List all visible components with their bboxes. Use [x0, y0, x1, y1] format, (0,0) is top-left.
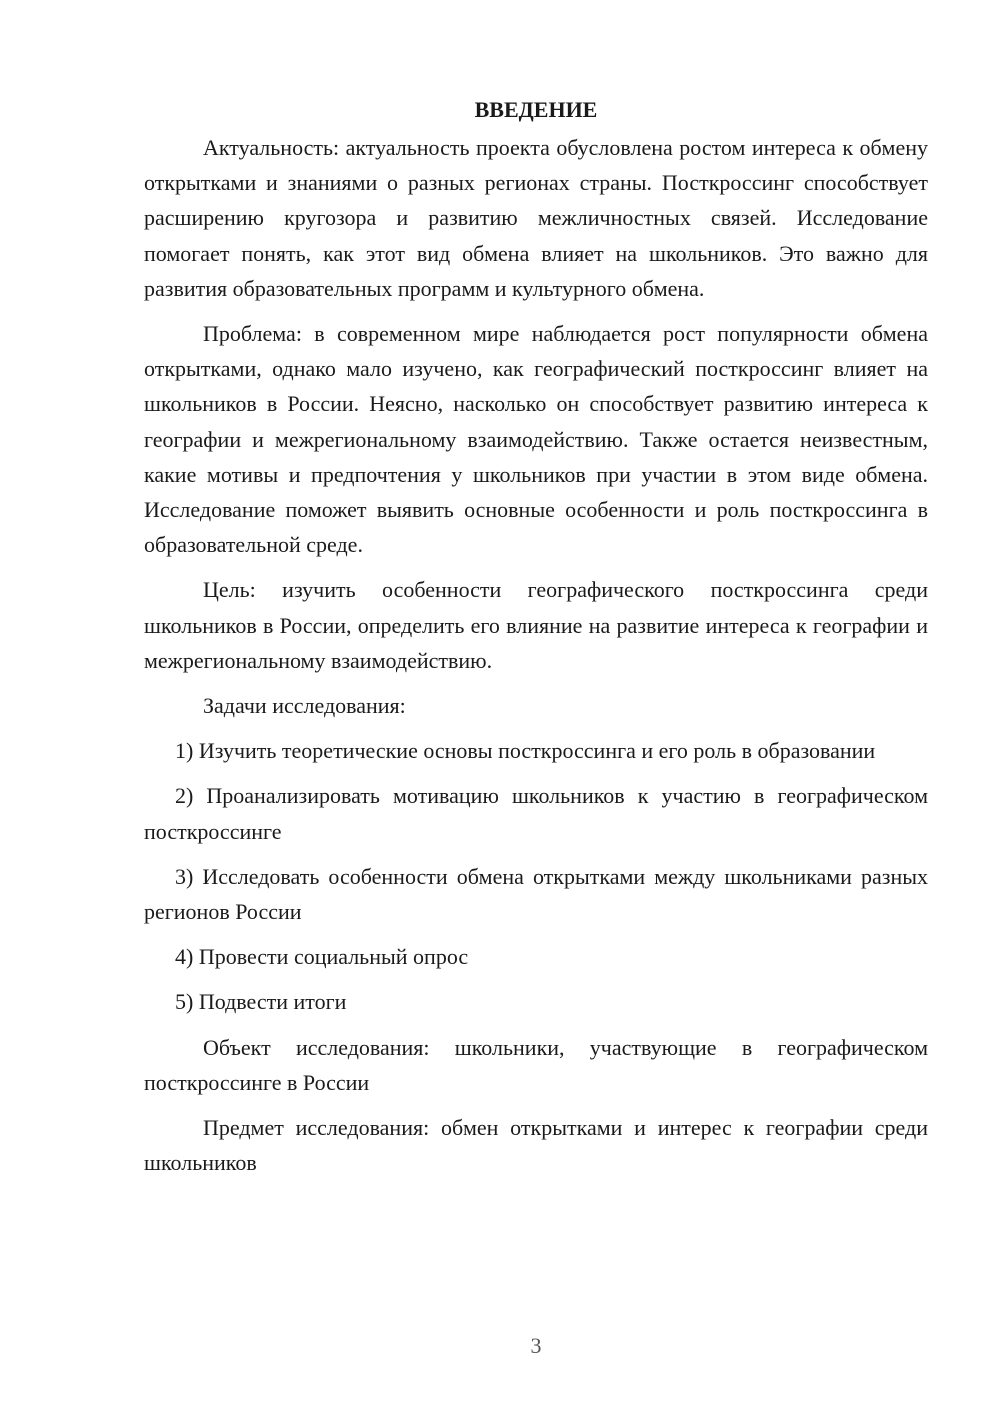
paragraph-goal: Цель: изучить особенности географического посткроссинга среди школьников в России, определить его влияние на развитие интереса к географии и межрегиональному взаимодействию.: [144, 577, 928, 673]
task-item-3: 3) Исследовать особенности обмена открытками между школьниками разных регионов России: [144, 863, 928, 925]
section-title: ВВЕДЕНИЕ: [474, 97, 598, 122]
task-item-2: 2) Проанализировать мотивацию школьников к участию в географическом посткроссинге: [144, 783, 928, 844]
paragraph-object: Объект исследования: школьники, участвующие в географическом посткроссинге в России: [144, 1034, 928, 1095]
task-item-1: 1) Изучить теоретические основы посткроссинга и его роль в образовании: [175, 738, 876, 764]
paragraph-subject: Предмет исследования: обмен открытками и интерес к географии среди школьников: [144, 1115, 928, 1176]
page-number: 3: [530, 1333, 542, 1358]
document-page: [144, 92, 928, 1190]
paragraph-relevance: Актуальность: актуальность проекта обусловлена ростом интереса к обмену открытками и знаниями о разных регионах страны. Посткроссинг способствует расширению кругозора и развитию межличностных связей. Исследование помогает понять, как этот вид обмена влияет на школьников. Это важно для развития образовательных программ и культурного обмена.: [144, 135, 928, 301]
paragraph-tasks-heading: Задачи исследования:: [203, 693, 406, 719]
task-item-4: 4) Провести социальный опрос: [175, 944, 469, 970]
paragraph-problem: Проблема: в современном мире наблюдается рост популярности обмена открытками, однако мало изучено, как географический посткроссинг влияет на школьников в России. Неясно, насколько он способствует развитию интереса к географии и межрегиональному взаимодействию. Также остается неизвестным, какие мотивы и предпочтения у школьников при участии в этом виде обмена. Исследование поможет выявить основные особенности и роль посткроссинга в образовательной среде.: [144, 321, 928, 558]
task-item-5: 5) Подвести итоги: [175, 989, 347, 1015]
